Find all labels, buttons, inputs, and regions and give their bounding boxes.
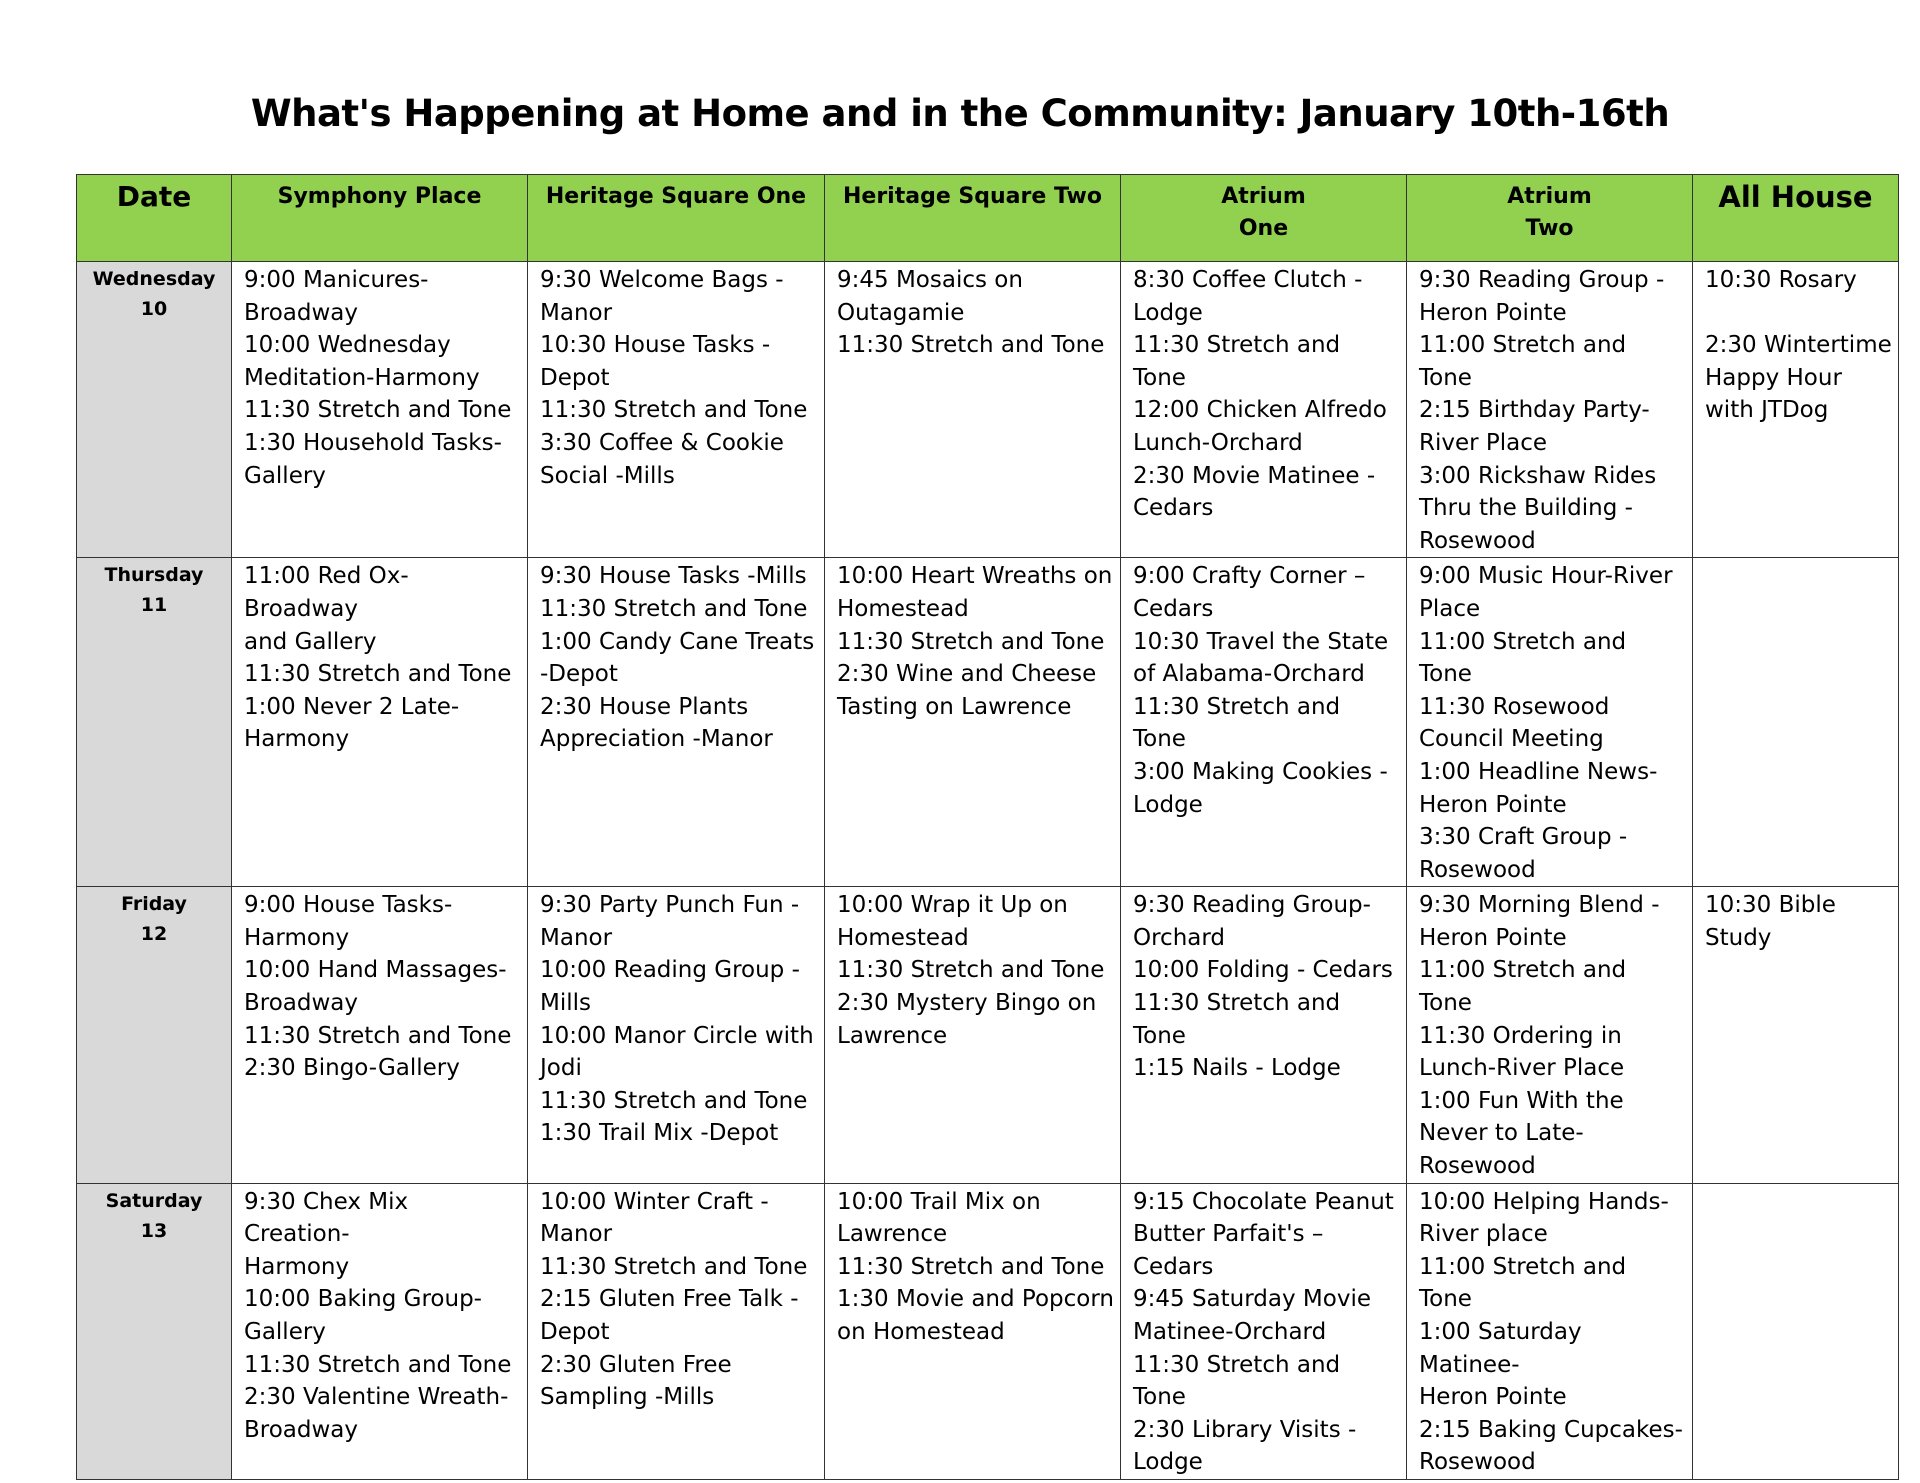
atrium-two-cell: 9:30 Reading Group - Heron Pointe 11:00 Stretch and Tone 2:15 Birthday Party- River Place 3:00 Rickshaw Rides Thru the Building - Rosewood xyxy=(1407,262,1693,558)
all-house-cell xyxy=(1693,1183,1899,1479)
day-cell: Friday 12 xyxy=(77,887,232,1183)
all-house-cell: 10:30 Bible Study xyxy=(1693,887,1899,1183)
symphony-place-cell: 11:00 Red Ox-Broadway and Gallery 11:30 Stretch and Tone 1:00 Never 2 Late- Harmony xyxy=(232,558,528,887)
header-atrium-two: Atrium Two xyxy=(1407,175,1693,262)
atrium-one-cell: 8:30 Coffee Clutch - Lodge 11:30 Stretch and Tone 12:00 Chicken Alfredo Lunch-Orchard 2:30 Movie Matinee - Cedars xyxy=(1121,262,1407,558)
header-atrium-one: Atrium One xyxy=(1121,175,1407,262)
day-cell: Saturday 13 xyxy=(77,1183,232,1479)
header-all-house: All House xyxy=(1693,175,1899,262)
heritage-square-two-cell: 10:00 Heart Wreaths on Homestead 11:30 Stretch and Tone 2:30 Wine and Cheese Tasting on Lawrence xyxy=(825,558,1121,887)
day-cell: Wednesday 10 xyxy=(77,262,232,558)
atrium-two-cell: 9:30 Morning Blend - Heron Pointe 11:00 Stretch and Tone 11:30 Ordering in Lunch-River Place 1:00 Fun With the Never to Late- Rosewood xyxy=(1407,887,1693,1183)
page-title: What's Happening at Home and in the Community: January 10th-16th xyxy=(250,92,1670,135)
heritage-square-two-cell: 10:00 Wrap it Up on Homestead 11:30 Stretch and Tone 2:30 Mystery Bingo on Lawrence xyxy=(825,887,1121,1183)
symphony-place-cell: 9:30 Chex Mix Creation- Harmony 10:00 Baking Group- Gallery 11:30 Stretch and Tone 2:30 Valentine Wreath- Broadway xyxy=(232,1183,528,1479)
header-symphony-place: Symphony Place xyxy=(232,175,528,262)
header-date: Date xyxy=(77,175,232,262)
symphony-place-cell: 9:00 House Tasks- Harmony 10:00 Hand Massages- Broadway 11:30 Stretch and Tone 2:30 Bingo-Gallery xyxy=(232,887,528,1183)
atrium-one-cell: 9:00 Crafty Corner – Cedars 10:30 Travel the State of Alabama-Orchard 11:30 Stretch and Tone 3:00 Making Cookies - Lodge xyxy=(1121,558,1407,887)
all-house-cell xyxy=(1693,558,1899,887)
heritage-square-one-cell: 9:30 House Tasks -Mills 11:30 Stretch and Tone 1:00 Candy Cane Treats -Depot 2:30 House Plants Appreciation -Manor xyxy=(528,558,825,887)
table-row-saturday xyxy=(77,1183,1899,1479)
heritage-square-one-cell: 9:30 Party Punch Fun - Manor 10:00 Reading Group - Mills 10:00 Manor Circle with Jodi 11:30 Stretch and Tone 1:30 Trail Mix -Depot xyxy=(528,887,825,1183)
heritage-square-one-cell: 9:30 Welcome Bags - Manor 10:30 House Tasks - Depot 11:30 Stretch and Tone 3:30 Coffee & Cookie Social -Mills xyxy=(528,262,825,558)
atrium-two-cell: 9:00 Music Hour-River Place 11:00 Stretch and Tone 11:30 Rosewood Council Meeting 1:00 Headline News- Heron Pointe 3:30 Craft Group - Rosewood xyxy=(1407,558,1693,887)
heritage-square-two-cell: 10:00 Trail Mix on Lawrence 11:30 Stretch and Tone 1:30 Movie and Popcorn on Homestead xyxy=(825,1183,1121,1479)
table-row-wednesday xyxy=(77,262,1899,558)
schedule-table xyxy=(76,174,1899,1480)
header-heritage-square-one: Heritage Square One xyxy=(528,175,825,262)
heritage-square-two-cell: 9:45 Mosaics on Outagamie 11:30 Stretch and Tone xyxy=(825,262,1121,558)
header-heritage-square-two: Heritage Square Two xyxy=(825,175,1121,262)
atrium-one-cell: 9:30 Reading Group- Orchard 10:00 Folding - Cedars 11:30 Stretch and Tone 1:15 Nails - Lodge xyxy=(1121,887,1407,1183)
symphony-place-cell: 9:00 Manicures- Broadway 10:00 Wednesday Meditation-Harmony 11:30 Stretch and Tone 1:30 Household Tasks- Gallery xyxy=(232,262,528,558)
day-cell: Thursday 11 xyxy=(77,558,232,887)
table-row-thursday xyxy=(77,558,1899,887)
heritage-square-one-cell: 10:00 Winter Craft - Manor 11:30 Stretch and Tone 2:15 Gluten Free Talk - Depot 2:30 Gluten Free Sampling -Mills xyxy=(528,1183,825,1479)
header-row xyxy=(77,175,1899,262)
atrium-two-cell: 10:00 Helping Hands- River place 11:00 Stretch and Tone 1:00 Saturday Matinee- Heron Pointe 2:15 Baking Cupcakes- Rosewood xyxy=(1407,1183,1693,1479)
table-row-friday xyxy=(77,887,1899,1183)
all-house-cell: 10:30 Rosary 2:30 Wintertime Happy Hour with JTDog xyxy=(1693,262,1899,558)
atrium-one-cell: 9:15 Chocolate Peanut Butter Parfait's – Cedars 9:45 Saturday Movie Matinee-Orchard 11:30 Stretch and Tone 2:30 Library Visits - Lodge xyxy=(1121,1183,1407,1479)
